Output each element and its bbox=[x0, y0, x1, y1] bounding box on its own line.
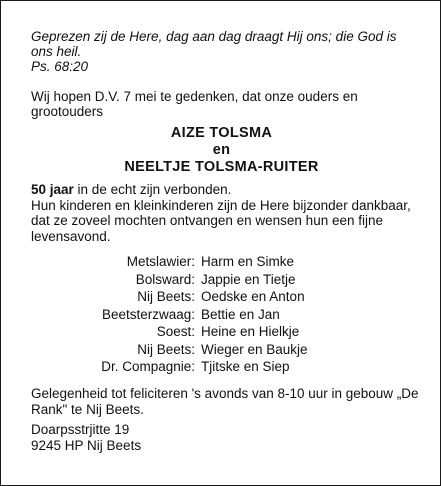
family-place: Nij Beets: bbox=[137, 341, 195, 357]
family-row bbox=[31, 306, 421, 324]
family-names: Heine en Hielkje bbox=[201, 324, 300, 339]
address-postal: 9245 HP Nij Beets bbox=[31, 437, 142, 453]
family-list bbox=[31, 253, 421, 376]
thanks-text: Hun kinderen en kleinkinderen zijn de Here bijzonder dankbaar, dat ze zoveel mochten ontvangen en wensen hun een fijne levensavond. bbox=[31, 197, 411, 244]
family-place: Bolsward: bbox=[135, 271, 195, 287]
family-place: Metslawier: bbox=[126, 254, 195, 269]
wife-name: NEELTJE TOLSMA-RUITER bbox=[124, 159, 319, 175]
family-names: Oedske en Anton bbox=[201, 289, 305, 304]
family-names: Wieger en Baukje bbox=[201, 341, 308, 357]
family-row bbox=[31, 358, 421, 376]
family-row bbox=[31, 341, 421, 359]
family-names: Tjitske en Siep bbox=[201, 359, 290, 374]
address-block bbox=[31, 422, 331, 453]
family-row bbox=[31, 271, 421, 289]
family-place: Beetsterzwaag: bbox=[101, 306, 195, 322]
family-row bbox=[31, 253, 421, 271]
reception-text: Gelegenheid tot feliciteren 's avonds van 8-10 uur in gebouw „De Rank" te Nij Beets. bbox=[31, 386, 419, 417]
family-place: Soest: bbox=[156, 324, 195, 339]
verse-reference: Ps. 68:20 bbox=[31, 59, 89, 74]
verse-text: Geprezen zij de Here, dag aan dag draagt Hij ons; die God is ons heil. bbox=[31, 29, 397, 59]
family-names: Harm en Simke bbox=[201, 254, 295, 269]
husband-name: AIZE TOLSMA bbox=[170, 125, 273, 141]
anniversary-text bbox=[31, 182, 426, 244]
family-place: Nij Beets: bbox=[137, 289, 195, 304]
intro-text: Wij hopen D.V. 7 mei te gedenken, dat onze ouders en grootouders bbox=[31, 89, 358, 119]
family-row bbox=[31, 288, 421, 306]
family-row bbox=[31, 323, 421, 341]
bible-verse bbox=[31, 29, 411, 74]
anniversary-years: 50 jaar bbox=[31, 182, 74, 197]
family-place: Dr. Compagnie: bbox=[101, 359, 195, 374]
anniversary-rest: in de echt zijn verbonden. bbox=[73, 182, 232, 197]
couple-conjunction: en bbox=[212, 142, 231, 158]
family-names: Jappie en Tietje bbox=[201, 271, 296, 287]
address-street: Doarpsstrjitte 19 bbox=[31, 422, 130, 437]
family-names: Bettie en Jan bbox=[201, 306, 280, 322]
